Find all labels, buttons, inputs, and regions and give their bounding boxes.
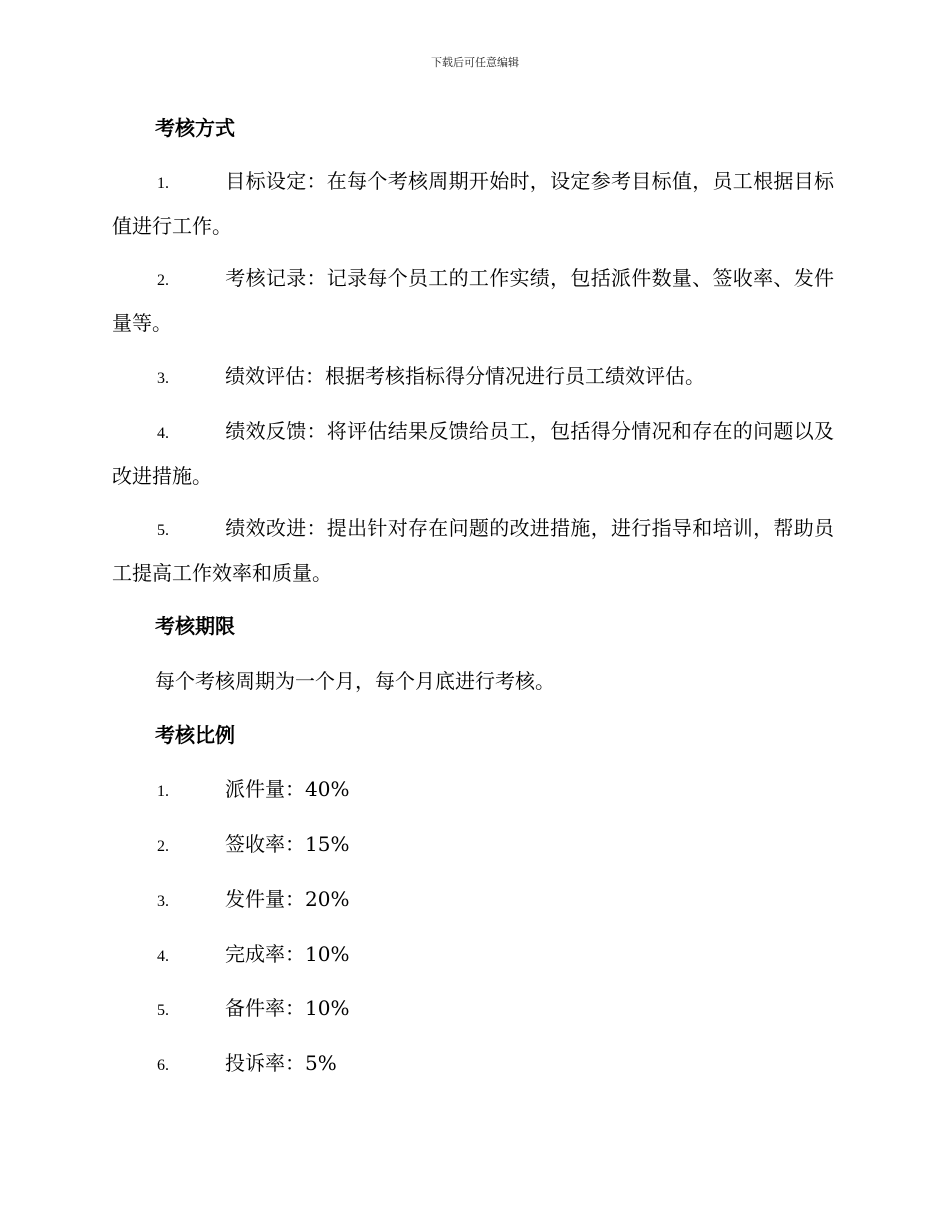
list-number: 3. xyxy=(157,893,169,910)
list-text: 目标设定：在每个考核周期开始时，设定参考目标值，员工根据目标值进行工作。 xyxy=(112,169,834,238)
list-text: 备件率：10% xyxy=(225,996,350,1020)
list-text: 完成率：10% xyxy=(225,942,350,966)
list-text: 派件量：40% xyxy=(225,777,350,801)
list-number: 5. xyxy=(157,1002,169,1019)
list-item xyxy=(112,1042,834,1087)
list-item xyxy=(112,410,834,497)
list-item xyxy=(112,257,834,344)
section-heading-period xyxy=(112,612,834,640)
list-number: 6. xyxy=(157,1057,169,1074)
list-item xyxy=(112,507,834,594)
list-number: 4. xyxy=(157,948,169,965)
section-heading: 考核方式 xyxy=(155,116,235,140)
list-text: 签收率：15% xyxy=(225,832,350,856)
paragraph xyxy=(112,667,834,695)
section-heading: 考核期限 xyxy=(155,614,235,638)
list-text: 考核记录：记录每个员工的工作实绩，包括派件数量、签收率、发件量等。 xyxy=(112,266,834,335)
header-note: 下载后可任意编辑 xyxy=(431,56,519,69)
section-heading: 考核比例 xyxy=(155,723,235,747)
period-text: 每个考核周期为一个月，每个月底进行考核。 xyxy=(155,669,555,693)
list-number: 5. xyxy=(157,522,169,539)
list-text: 发件量：20% xyxy=(225,887,350,911)
list-item xyxy=(112,878,834,923)
list-item xyxy=(112,355,834,400)
section-heading-ratio xyxy=(112,721,834,749)
list-text: 绩效改进：提出针对存在问题的改进措施，进行指导和培训，帮助员工提高工作效率和质量。 xyxy=(112,516,834,585)
list-item xyxy=(112,768,834,813)
list-number: 1. xyxy=(157,783,169,800)
list-number: 3. xyxy=(157,370,169,387)
list-item xyxy=(112,933,834,978)
list-number: 1. xyxy=(157,175,169,192)
list-number: 4. xyxy=(157,425,169,442)
section-heading-method xyxy=(112,114,834,142)
list-item xyxy=(112,987,834,1032)
list-text: 绩效评估：根据考核指标得分情况进行员工绩效评估。 xyxy=(225,364,705,388)
list-number: 2. xyxy=(157,838,169,855)
list-item xyxy=(112,823,834,868)
list-number: 2. xyxy=(157,272,169,289)
list-text: 投诉率：5% xyxy=(225,1051,337,1075)
list-text: 绩效反馈：将评估结果反馈给员工，包括得分情况和存在的问题以及改进措施。 xyxy=(112,419,834,488)
list-item xyxy=(112,160,834,247)
